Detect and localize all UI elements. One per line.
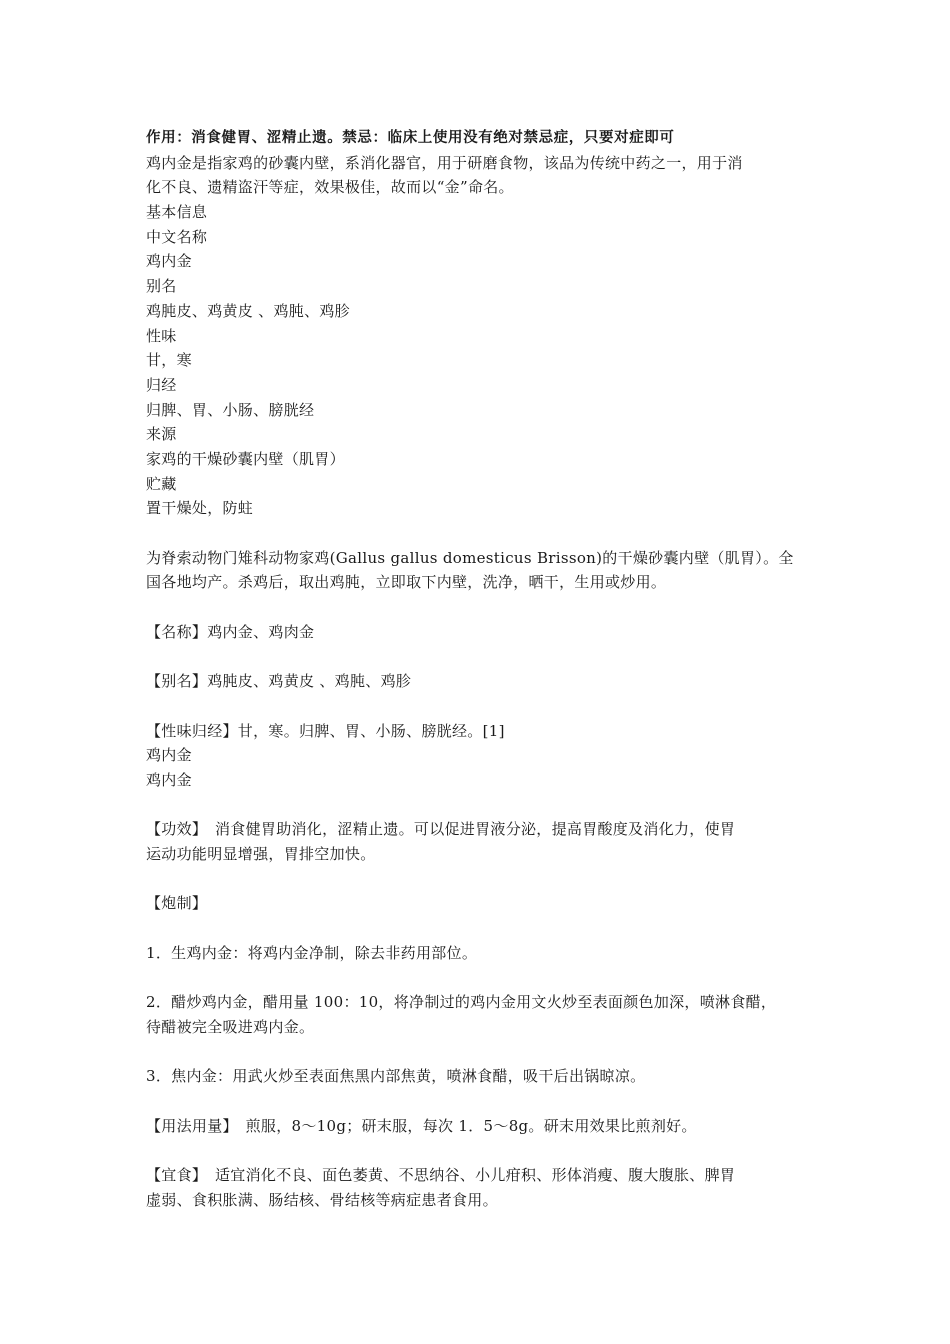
info-label: 贮藏 (146, 474, 177, 493)
efficacy-line: 【功效】 消食健胃助消化，涩精止遗。可以促进胃液分泌，提高胃酸度及消化力，使胃 (146, 820, 736, 839)
nature-entry: 【性味归经】甘，寒。归脾、胃、小肠、膀胱经。[1] (146, 721, 505, 740)
info-label: 性味 (146, 326, 177, 345)
suitable-line: 【宜食】 适宜消化不良、面色萎黄、不思纳谷、小儿疳积、形体消瘦、腹大腹胀、脾胃 (146, 1165, 736, 1184)
source-paragraph-line: 国各地均产。杀鸡后，取出鸡肫，立即取下内壁，洗净，晒干，生用或炒用。 (146, 573, 667, 592)
processing-step-2: 2．醋炒鸡内金，醋用量 100：10，将净制过的鸡内金用文火炒至表面颜色加深，喷淋食醋， (146, 993, 777, 1012)
name-entry: 【名称】鸡内金、鸡肉金 (146, 622, 315, 641)
info-value: 置干燥处，防蛀 (146, 499, 254, 518)
processing-step-3: 3．焦内金：用武火炒至表面焦黑内部焦黄，喷淋食醋，吸干后出锅晾凉。 (146, 1067, 646, 1086)
paragraph-gap (146, 965, 826, 990)
paragraph-gap (146, 1039, 826, 1064)
info-value: 家鸡的干燥砂囊内壁（肌胃） (146, 449, 345, 468)
info-value: 归脾、胃、小肠、膀胱经 (146, 400, 315, 419)
processing-step-2: 待醋被完全吸进鸡内金。 (146, 1017, 315, 1036)
paragraph-gap (146, 595, 826, 620)
paragraph-gap (146, 916, 826, 941)
processing-step-1: 1．生鸡内金：将鸡内金净制，除去非药用部位。 (146, 943, 478, 962)
paragraph-gap (146, 644, 826, 669)
caption-line: 鸡内金 (146, 746, 192, 765)
info-value: 鸡肫皮、鸡黄皮 、鸡肫、鸡胗 (146, 301, 350, 320)
section-title-basic-info: 基本信息 (146, 203, 208, 222)
caption-line: 鸡内金 (146, 770, 192, 789)
paragraph-gap (146, 793, 826, 818)
document-page (146, 126, 826, 1212)
info-label: 归经 (146, 375, 177, 394)
info-value: 甘，寒 (146, 351, 192, 370)
paragraph-gap (146, 1089, 826, 1114)
processing-heading: 【炮制】 (146, 894, 208, 913)
paragraph-gap (146, 521, 826, 546)
intro-line: 鸡内金是指家鸡的砂囊内壁，系消化器官，用于研磨食物，该品为传统中药之一，用于消 (146, 153, 743, 172)
intro-line: 化不良、遗精盗汗等症，效果极佳，故而以“金”命名。 (146, 178, 514, 197)
efficacy-line: 运动功能明显增强，胃排空加快。 (146, 844, 376, 863)
paragraph-gap (146, 694, 826, 719)
suitable-line: 虚弱、食积胀满、肠结核、骨结核等病症患者食用。 (146, 1190, 498, 1209)
source-paragraph-line: 为脊索动物门雉科动物家鸡(Gallus gallus domesticus Brisson)的干燥砂囊内壁（肌胃）。全 (146, 548, 794, 567)
info-label: 中文名称 (146, 227, 208, 246)
alias-entry: 【别名】鸡肫皮、鸡黄皮 、鸡肫、鸡胗 (146, 672, 412, 691)
info-value: 鸡内金 (146, 252, 192, 271)
info-label: 来源 (146, 425, 177, 444)
info-label: 别名 (146, 277, 177, 296)
dosage-entry: 【用法用量】 煎服，8～10g；研末服，每次 1．5～8g。研末用效果比煎剂好。 (146, 1116, 697, 1135)
paragraph-gap (146, 1138, 826, 1163)
summary-heading: 作用：消食健胃、涩精止遗。禁忌：临床上使用没有绝对禁忌症，只要对症即可 (146, 130, 675, 146)
paragraph-gap (146, 867, 826, 892)
